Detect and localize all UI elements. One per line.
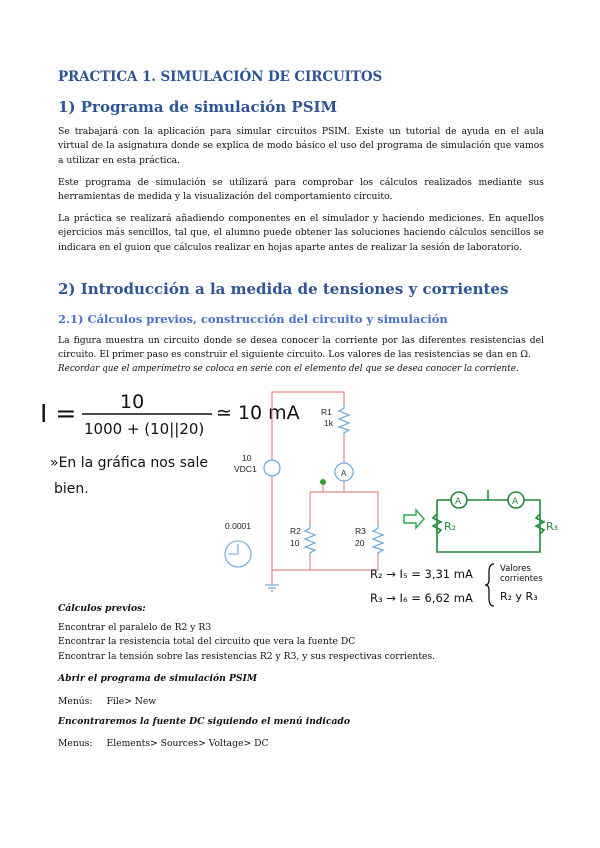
menu-path-dc <box>58 738 269 749</box>
r2-value: 10 <box>290 538 300 548</box>
psim-heading: Abrir el programa de simulación PSIM <box>58 673 258 684</box>
section1-heading: 1) Programa de simulación PSIM <box>58 98 338 116</box>
source-value: 10 <box>242 453 252 463</box>
result-r3: R₃ → I₆ = 6,62 mA <box>370 591 473 605</box>
arrow-icon <box>404 510 424 528</box>
r2-name: R2 <box>290 526 301 536</box>
calc-line-1: Encontrar el paralelo de R2 y R3 <box>58 622 212 633</box>
r3-value: 20 <box>355 538 365 548</box>
menu2-label: Menus: <box>58 738 93 749</box>
hand-note-line-2: bien. <box>54 481 89 497</box>
step-value: 0.0001 <box>225 521 251 531</box>
sketch-ammeter-2: A <box>512 497 519 507</box>
section1-paragraph-3: La práctica se realizará añadiendo componentes en el simulador y haciendo mediciones. En aquellos ejercicios más sencillos, tal que, el alumno puede obtener las soluciones haciendo cálculos sencillos se indicara en el guion que cálculos realizar en hojas aparte antes de realizar la sesión de laboratorio. <box>58 213 544 253</box>
calc-heading: Cálculos previos: <box>58 603 146 614</box>
r3-name: R3 <box>355 526 366 536</box>
formula-lhs: I = <box>40 399 77 428</box>
calc-line-3: Encontrar la tensión sobre las resistencias R2 y R3, y sus respectivas corrientes. <box>58 651 436 662</box>
page-title: PRACTICA 1. SIMULACIÓN DE CIRCUITOS <box>58 69 383 85</box>
menu2-value: Elements> Sources> Voltage> DC <box>106 738 269 749</box>
sketch-r2-label: R₂ <box>444 520 457 533</box>
r1-value: 1k <box>324 418 333 428</box>
section2-subheading: 2.1) Cálculos previos, construcción del circuito y simulación <box>58 312 448 326</box>
section1-paragraph-1: Se trabajará con la aplicación para simular circuitos PSIM. Existe un tutorial de ayuda en el aula virtual de la asignatura donde se explica de modo básico el uso del programa de simulación que vamos a utilizar en esta práctica. <box>58 126 544 166</box>
probe-icon <box>320 479 326 485</box>
result-r2: R₂ → I₅ = 3,31 mA <box>370 567 473 581</box>
ammeter-icon: A <box>341 469 347 478</box>
brace <box>485 564 494 606</box>
clock-icon <box>225 541 251 567</box>
circuit-figure <box>0 378 600 608</box>
menu-value: File> New <box>106 696 157 707</box>
section2-heading: 2) Introducción a la medida de tensiones y corrientes <box>58 280 509 298</box>
brace-note-2: corrientes <box>500 574 543 584</box>
sketch-ammeter-1: A <box>455 497 462 507</box>
menu-label: Menús: <box>58 696 93 707</box>
brace-note-1: Valores <box>500 564 531 574</box>
formula-result: ≃ 10 mA <box>216 402 300 424</box>
menu-path-new <box>58 696 156 707</box>
calc-line-2: Encontrar la resistencia total del circuito que vera la fuente DC <box>58 636 356 647</box>
r1-name: R1 <box>321 407 332 417</box>
formula-denominator: 1000 + (10||20) <box>84 420 205 438</box>
ammeter-note: Recordar que el amperímetro se coloca en serie con el elemento del que se desea conocer la corriente. <box>58 364 519 374</box>
dc-heading: Encontraremos la fuente DC siguiendo el menú indicado <box>58 716 350 727</box>
section1-paragraph-2: Este programa de simulación se utilizará para comprobar los cálculos realizados mediante sus herramientas de medida y la visualización del comportamiento circuito. <box>58 177 544 203</box>
section2-paragraph: La figura muestra un circuito donde se desea conocer la corriente por las diferentes resistencias del circuito. El primer paso es construir el siguiente circuito. Los valores de las resistencias se dan en Ω. <box>58 335 544 361</box>
sketch-r3-label: R₃ <box>546 520 559 533</box>
formula-numerator: 10 <box>120 391 145 413</box>
hand-note-line-1: »En la gráfica nos sale <box>50 455 208 471</box>
source-name: VDC1 <box>234 464 257 474</box>
brace-note-3: R₂ y R₃ <box>500 590 538 603</box>
